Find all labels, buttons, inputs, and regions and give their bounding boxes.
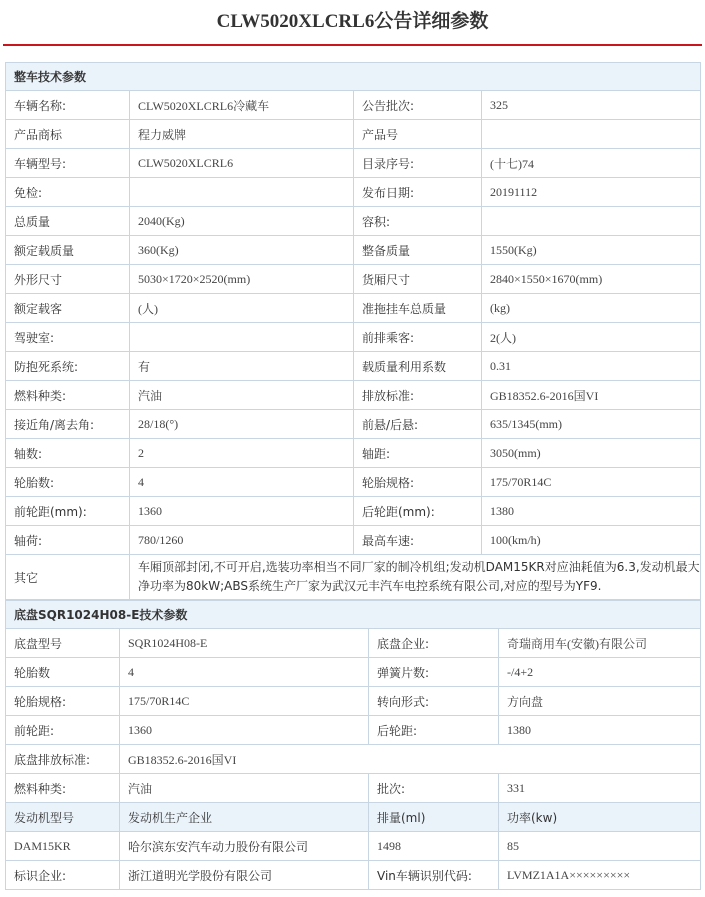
vehicle-spec-value — [130, 323, 354, 352]
vehicle-spec-label: 产品商标 — [6, 120, 130, 149]
vehicle-spec-value: 3050(mm) — [482, 439, 701, 468]
vehicle-spec-label: 驾驶室: — [6, 323, 130, 352]
vehicle-spec-label: 前轮距(mm): — [6, 497, 130, 526]
vehicle-spec-value: 635/1345(mm) — [482, 410, 701, 439]
vehicle-spec-row — [6, 468, 701, 497]
vehicle-spec-value: 175/70R14C — [482, 468, 701, 497]
engine-maker-header: 发动机生产企业 — [120, 803, 369, 832]
fuel-label: 燃料种类: — [6, 774, 120, 803]
chassis-spec-row — [6, 687, 701, 716]
vehicle-spec-label: 轴距: — [354, 439, 482, 468]
id-company-value: 浙江道明光学股份有限公司 — [120, 861, 369, 890]
chassis-spec-value: SQR1024H08-E — [120, 629, 369, 658]
vehicle-spec-label: 发布日期: — [354, 178, 482, 207]
vehicle-spec-row — [6, 236, 701, 265]
vehicle-spec-label: 排放标准: — [354, 381, 482, 410]
chassis-spec-label: 前轮距: — [6, 716, 120, 745]
vehicle-spec-label: 轮胎数: — [6, 468, 130, 497]
vehicle-spec-value: 5030×1720×2520(mm) — [130, 265, 354, 294]
vehicle-spec-row — [6, 323, 701, 352]
vehicle-spec-label: 免检: — [6, 178, 130, 207]
vehicle-spec-row — [6, 352, 701, 381]
chassis-spec-label: 轮胎规格: — [6, 687, 120, 716]
engine-model: DAM15KR — [6, 832, 120, 861]
chassis-spec-value: 1360 — [120, 716, 369, 745]
vehicle-spec-value: 有 — [130, 352, 354, 381]
vehicle-spec-row — [6, 439, 701, 468]
vehicle-spec-value — [482, 207, 701, 236]
displacement-header: 排量(ml) — [369, 803, 499, 832]
vehicle-spec-value: (十七)74 — [482, 149, 701, 178]
vehicle-spec-row — [6, 178, 701, 207]
vehicle-spec-label: 公告批次: — [354, 91, 482, 120]
fuel-row — [6, 774, 701, 803]
vehicle-spec-label: 整备质量 — [354, 236, 482, 265]
chassis-spec-value: 175/70R14C — [120, 687, 369, 716]
chassis-spec-value: -/4+2 — [499, 658, 701, 687]
vehicle-spec-row — [6, 207, 701, 236]
chassis-spec-label: 后轮距: — [369, 716, 499, 745]
vehicle-spec-label: 车辆型号: — [6, 149, 130, 178]
power-header: 功率(kw) — [499, 803, 701, 832]
vehicle-spec-label: 总质量 — [6, 207, 130, 236]
vehicle-spec-label: 燃料种类: — [6, 381, 130, 410]
engine-model-header: 发动机型号 — [6, 803, 120, 832]
other-value: 车厢顶部封闭,不可开启,选装功率相当不同厂家的制冷机组;发动机DAM15KR对应油耗值为6.3,发动机最大净功率为80kW;ABS系统生产厂家为武汉元丰汽车电控系统有限公司,对应的型号为YF9. — [130, 555, 701, 600]
chassis-spec-row — [6, 658, 701, 687]
id-row — [6, 861, 701, 890]
vehicle-spec-label: 防抱死系统: — [6, 352, 130, 381]
vehicle-spec-value: 汽油 — [130, 381, 354, 410]
vehicle-spec-label: 容积: — [354, 207, 482, 236]
vehicle-spec-label: 产品号 — [354, 120, 482, 149]
vehicle-spec-value: CLW5020XLCRL6冷藏车 — [130, 91, 354, 120]
vehicle-spec-value: 2040(Kg) — [130, 207, 354, 236]
vehicle-spec-label: 接近角/离去角: — [6, 410, 130, 439]
displacement: 1498 — [369, 832, 499, 861]
vehicle-spec-value: 2840×1550×1670(mm) — [482, 265, 701, 294]
chassis-spec-row — [6, 629, 701, 658]
vehicle-spec-label: 外形尺寸 — [6, 265, 130, 294]
vehicle-spec-value: 2(人) — [482, 323, 701, 352]
other-label: 其它 — [6, 555, 130, 600]
vehicle-section-header: 整车技术参数 — [6, 63, 701, 91]
vehicle-spec-value — [482, 120, 701, 149]
chassis-spec-value: 方向盘 — [499, 687, 701, 716]
chassis-spec-label: 底盘企业: — [369, 629, 499, 658]
chassis-spec-label: 弹簧片数: — [369, 658, 499, 687]
vehicle-spec-row — [6, 149, 701, 178]
power: 85 — [499, 832, 701, 861]
vehicle-spec-value: (kg) — [482, 294, 701, 323]
vehicle-spec-row — [6, 497, 701, 526]
id-company-label: 标识企业: — [6, 861, 120, 890]
batch-label: 批次: — [369, 774, 499, 803]
vehicle-spec-value: GB18352.6-2016国VI — [482, 381, 701, 410]
engine-row — [6, 832, 701, 861]
vehicle-spec-label: 车辆名称: — [6, 91, 130, 120]
engine-header-row — [6, 803, 701, 832]
vehicle-spec-row — [6, 265, 701, 294]
vehicle-spec-value: 325 — [482, 91, 701, 120]
vehicle-spec-row — [6, 526, 701, 555]
page-title: CLW5020XLCRL6公告详细参数 — [216, 11, 489, 32]
vin-value: LVMZ1A1A××××××××× — [499, 861, 701, 890]
vehicle-spec-label: 额定载质量 — [6, 236, 130, 265]
vehicle-spec-row — [6, 120, 701, 149]
vehicle-spec-value: 20191112 — [482, 178, 701, 207]
emission-row — [6, 745, 701, 774]
batch-value: 331 — [499, 774, 701, 803]
vehicle-spec-value: 100(km/h) — [482, 526, 701, 555]
vehicle-spec-value: 780/1260 — [130, 526, 354, 555]
vehicle-spec-label: 货厢尺寸 — [354, 265, 482, 294]
vehicle-spec-label: 额定载客 — [6, 294, 130, 323]
vehicle-spec-label: 轮胎规格: — [354, 468, 482, 497]
vehicle-spec-value: (人) — [130, 294, 354, 323]
vehicle-spec-label: 载质量利用系数 — [354, 352, 482, 381]
vehicle-spec-value: 0.31 — [482, 352, 701, 381]
chassis-section-header: 底盘SQR1024H08-E技术参数 — [6, 601, 701, 629]
vehicle-spec-value: 360(Kg) — [130, 236, 354, 265]
other-row — [6, 555, 701, 600]
vehicle-spec-label: 最高车速: — [354, 526, 482, 555]
vehicle-spec-label: 准拖挂车总质量 — [354, 294, 482, 323]
vehicle-spec-row — [6, 91, 701, 120]
vehicle-spec-row — [6, 381, 701, 410]
vehicle-spec-label: 轴数: — [6, 439, 130, 468]
vehicle-spec-row — [6, 294, 701, 323]
vehicle-spec-value: 1360 — [130, 497, 354, 526]
vehicle-spec-row — [6, 410, 701, 439]
vehicle-spec-value — [130, 178, 354, 207]
vehicle-spec-value: 28/18(°) — [130, 410, 354, 439]
vehicle-spec-label: 前悬/后悬: — [354, 410, 482, 439]
chassis-spec-label: 底盘型号 — [6, 629, 120, 658]
engine-maker: 哈尔滨东安汽车动力股份有限公司 — [120, 832, 369, 861]
vehicle-spec-value: CLW5020XLCRL6 — [130, 149, 354, 178]
chassis-spec-row — [6, 716, 701, 745]
vehicle-spec-value: 2 — [130, 439, 354, 468]
vehicle-spec-label: 前排乘客: — [354, 323, 482, 352]
chassis-emission-label: 底盘排放标准: — [6, 745, 120, 774]
chassis-spec-value: 4 — [120, 658, 369, 687]
vin-label: Vin车辆识别代码: — [369, 861, 499, 890]
vehicle-spec-label: 后轮距(mm): — [354, 497, 482, 526]
chassis-spec-value: 1380 — [499, 716, 701, 745]
chassis-emission-value: GB18352.6-2016国VI — [120, 745, 701, 774]
chassis-spec-label: 转向形式: — [369, 687, 499, 716]
chassis-spec-label: 轮胎数 — [6, 658, 120, 687]
spec-table — [5, 62, 701, 600]
chassis-spec-value: 奇瑞商用车(安徽)有限公司 — [499, 629, 701, 658]
fuel-value: 汽油 — [120, 774, 369, 803]
vehicle-spec-value: 程力威牌 — [130, 120, 354, 149]
vehicle-spec-label: 轴荷: — [6, 526, 130, 555]
vehicle-spec-value: 4 — [130, 468, 354, 497]
vehicle-spec-value: 1380 — [482, 497, 701, 526]
title-divider — [3, 44, 702, 46]
vehicle-spec-label: 目录序号: — [354, 149, 482, 178]
vehicle-spec-value: 1550(Kg) — [482, 236, 701, 265]
chassis-table — [5, 600, 701, 890]
